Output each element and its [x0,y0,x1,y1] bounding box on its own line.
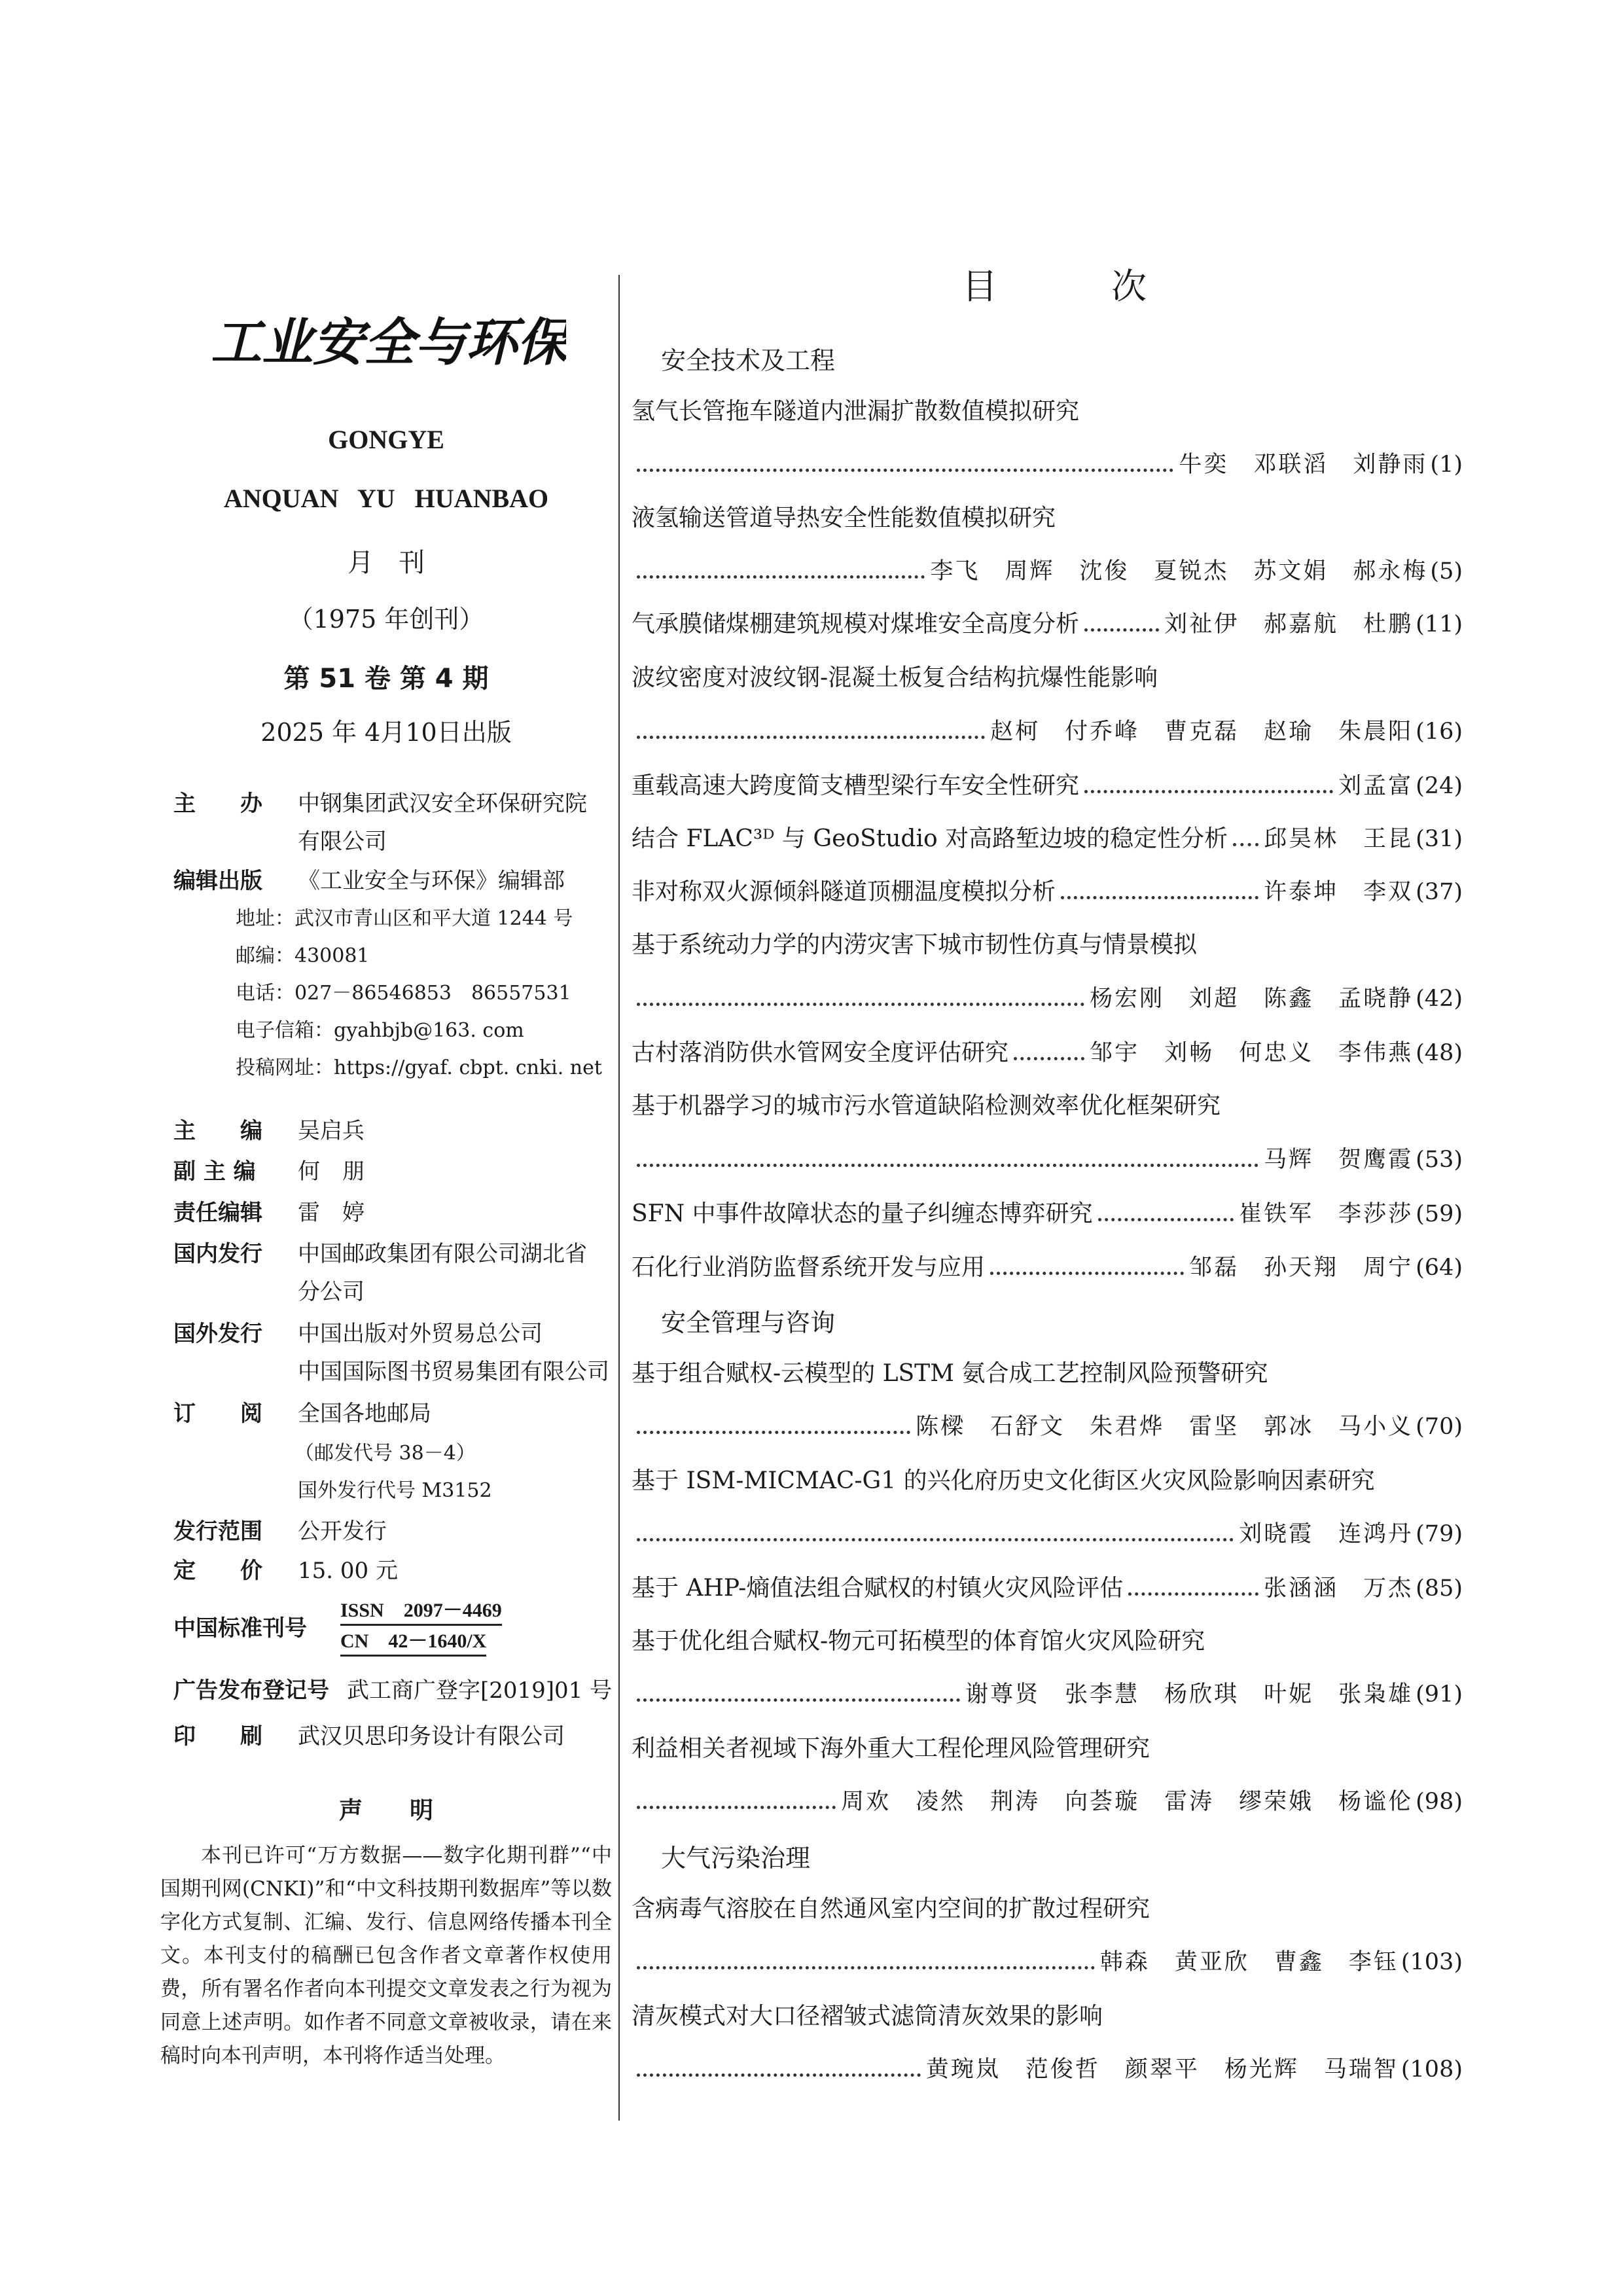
article-authors: 黄琬岚 范俊哲 颜翠平 杨光辉 马瑞智 [925,2056,1399,2083]
print-row [173,1718,565,1750]
leader-dots [637,2073,921,2077]
article-page: (24) [1416,773,1463,799]
price-row [173,1552,398,1585]
article-row[interactable] [632,605,1463,639]
article-byline [632,446,1463,479]
deputy-editor-label: 副 主 编 [173,1158,256,1185]
article-byline [632,1516,1463,1549]
scope-row [173,1513,387,1545]
leader-dots [1061,896,1258,899]
article-authors: 邹磊 孙天翔 周宁 [1189,1255,1414,1281]
subscribe-row [173,1395,431,1427]
article-title[interactable]: 气承膜储煤棚建筑规模对煤堆安全高度分析 [632,611,1080,637]
leader-dots [637,1806,836,1809]
volume-issue: 第 51 卷 第 4 期 [283,664,489,694]
statement-body: 本刊已许可“万方数据——数字化期刊群”“中国期刊网(CNKI)”和“中文科技期刊数据库”等以数字化方式复制、汇编、发行、信息网络传播本刊全文。本刊支付的稿酬已包含作者文章著作权使用费，所有署名作者向本刊提交文章发表之行为视为同意上述声明。如作者不同意文章被收录，请在来稿时向本刊声明，本刊将作适当处理。 [160,1844,612,2068]
sponsor-label: 主 办 [173,791,262,817]
article-authors: 邱昊林 王昆 [1264,826,1414,852]
editor-pub-row [173,863,565,895]
article-row[interactable] [632,820,1463,853]
article-title[interactable]: 利益相关者视域下海外重大工程伦理风险管理研究 [632,1735,1150,1762]
ad-value: 武工商广登字[2019]01 号 [347,1677,613,1704]
article-page: (16) [1416,719,1463,745]
article-title[interactable]: 清灰模式对大口径褶皱式滤筒清灰效果的影响 [632,2003,1103,2030]
domestic-label: 国内发行 [173,1241,262,1267]
article-title[interactable]: 古村落消防供水管网安全度评估研究 [632,1039,1009,1066]
article-authors: 陈樑 石舒文 朱君烨 雷坚 郭冰 马小义 [916,1414,1414,1440]
svg-text:工业安全与环保: 工业安全与环保 [213,313,566,372]
article-byline [632,980,1463,1013]
foreign-value-2: 中国国际图书贸易集团有限公司 [298,1359,609,1385]
section-heading: 安全管理与咨询 [661,1308,836,1337]
print-label: 印 刷 [173,1723,262,1749]
article-page: (48) [1416,1040,1463,1066]
chief-editor-label: 主 编 [173,1118,262,1144]
issn: ISSN 2097－4469 [340,1594,502,1626]
article-page: (98) [1416,1789,1463,1815]
article-byline [632,1784,1463,1816]
article-page: (85) [1416,1575,1463,1602]
subscribe-value: 全国各地邮局 [298,1401,431,1427]
article-row[interactable] [632,767,1463,800]
article-title[interactable]: 结合 FLAC³ᴰ 与 GeoStudio 对高路堑边坡的稳定性分析 [632,825,1228,852]
article-row[interactable] [632,1195,1463,1229]
leader-dots [637,1431,910,1434]
journal-logo [213,308,566,380]
address: 地址：武汉市青山区和平大道 1244 号 [236,907,573,930]
resp-editor-value: 雷 婷 [298,1200,365,1226]
article-title[interactable]: 重载高速大跨度简支槽型梁行车安全性研究 [632,772,1080,799]
leader-dots [637,1698,960,1702]
article-authors: 刘晓霞 连鸿丹 [1239,1521,1414,1547]
article-authors: 张涵涵 万杰 [1264,1575,1414,1602]
domestic-value: 中国邮政集团有限公司湖北省 [298,1241,587,1267]
article-byline [632,1141,1463,1174]
frequency: 月 刊 [347,548,425,578]
article-title[interactable]: 波纹密度对波纹钢-混凝土板复合结构抗爆性能影响 [632,664,1158,691]
article-authors: 杨宏刚 刘超 陈鑫 孟晓静 [1090,986,1414,1012]
print-value: 武汉贝思印务设计有限公司 [298,1723,565,1749]
article-page: (42) [1416,986,1463,1012]
editor-pub-value: 《工业安全与环保》编辑部 [298,868,565,894]
article-title[interactable]: 基于 ISM-MICMAC-G1 的兴化府历史文化街区火灾风险影响因素研究 [632,1467,1375,1494]
domestic-row [173,1236,587,1268]
article-title[interactable]: 基于优化组合赋权-物元可拓模型的体育馆火灾风险研究 [632,1628,1205,1655]
article-byline [632,1944,1463,1977]
article-page: (53) [1416,1147,1463,1173]
article-page: (108) [1400,2056,1463,2083]
foreign-code: 国外发行代号 M3152 [298,1479,492,1502]
article-title[interactable]: 氢气长管拖车隧道内泄漏扩散数值模拟研究 [632,398,1080,425]
postal-code: （邮发代号 38－4） [294,1442,476,1465]
website: 投稿网址：https://gyaf. cbpt. cnki. net [236,1056,602,1079]
article-page: (5) [1430,558,1463,584]
deputy-editor-value: 何 朋 [298,1158,365,1185]
std-label-text: 中国标准刊号 [173,1615,307,1641]
article-authors: 周欢 凌然 荆涛 向荟璇 雷涛 缪荣娥 杨谧伦 [841,1789,1414,1815]
article-page: (91) [1416,1681,1463,1708]
foreign-label: 国外发行 [173,1321,262,1347]
sponsor-value-2: 有限公司 [298,829,387,855]
sponsor-value: 中钢集团武汉安全环保研究院 [298,791,587,817]
article-title[interactable]: 石化行业消防监督系统开发与应用 [632,1254,986,1281]
resp-editor-row [173,1194,365,1227]
leader-dots [1084,790,1333,793]
leader-dots [1098,1218,1234,1221]
article-authors: 韩森 黄亚欣 曹鑫 李钰 [1099,1949,1399,1975]
article-page: (31) [1416,826,1463,852]
article-authors: 刘祉伊 郝嘉航 杜鹏 [1164,611,1414,637]
article-page: (1) [1430,452,1463,478]
phone: 电话：027－86546853 86557531 [236,982,571,1005]
article-authors: 刘孟富 [1338,773,1414,799]
article-page: (64) [1416,1255,1463,1281]
email: 电子信箱：gyahbjb@163. com [236,1019,524,1042]
postcode: 邮编：430081 [236,944,370,967]
article-title[interactable]: 基于组合赋权-云模型的 LSTM 氨合成工艺控制风险预警研究 [632,1360,1268,1387]
article-row[interactable] [632,873,1463,906]
article-title[interactable]: 含病毒气溶胶在自然通风室内空间的扩散过程研究 [632,1895,1150,1922]
article-row[interactable] [632,1570,1463,1603]
section-heading: 大气污染治理 [661,1844,811,1873]
article-row[interactable] [632,1034,1463,1067]
leader-dots [637,1003,1084,1006]
foreign-row [173,1316,543,1348]
ad-row [173,1672,612,1704]
leader-dots [637,1164,1258,1167]
leader-dots [990,1272,1184,1275]
article-byline [632,1408,1463,1441]
ad-label: 广告发布登记号 [173,1677,329,1704]
article-authors: 马辉 贺鹰霞 [1264,1147,1414,1173]
column-divider [618,275,620,2121]
article-page: (70) [1416,1414,1463,1440]
article-byline [632,713,1463,746]
article-page: (11) [1416,611,1463,637]
pinyin-line-1: GONGYE [328,425,444,454]
section-heading: 安全技术及工程 [661,346,836,375]
article-page: (37) [1416,879,1463,905]
leader-dots [637,1538,1234,1541]
subscribe-label: 订 阅 [173,1401,262,1427]
pinyin-line-2: ANQUAN YU HUANBAO [223,484,549,513]
article-title[interactable]: 液氢输送管道导热安全性能数值模拟研究 [632,505,1056,531]
editor-pub-label: 编辑出版 [173,868,262,894]
resp-editor-label: 责任编辑 [173,1200,262,1226]
leader-dots [637,575,925,579]
price-value: 15. 00 元 [298,1558,398,1584]
article-authors: 李飞 周辉 沈俊 夏锐杰 苏文娟 郝永梅 [930,558,1428,584]
scope-label: 发行范围 [173,1518,262,1545]
article-title[interactable]: SFN 中事件故障状态的量子纠缠态博弈研究 [632,1200,1093,1227]
statement-heading: 声 明 [338,1797,433,1824]
article-authors: 许泰坤 李双 [1264,879,1414,905]
article-authors: 邹宇 刘畅 何忠义 李伟燕 [1090,1040,1414,1066]
toc-title: 目 次 [962,266,1186,307]
leader-dots [637,1966,1095,1969]
price-label: 定 价 [173,1558,262,1584]
scope-value: 公开发行 [298,1518,387,1545]
article-authors: 赵柯 付乔峰 曹克磊 赵瑜 朱晨阳 [990,719,1414,745]
article-title[interactable]: 非对称双火源倾斜隧道顶棚温度模拟分析 [632,878,1056,905]
publication-date: 2025 年 4月10日出版 [260,718,512,747]
article-page: (79) [1416,1521,1463,1547]
article-byline [632,553,1463,586]
founded: （1975 年创刊） [288,605,484,634]
article-page: (103) [1400,1949,1463,1975]
article-title[interactable]: 基于 AHP-熵值法组合赋权的村镇火灾风险评估 [632,1575,1124,1602]
deputy-editor-row [173,1153,365,1185]
article-title[interactable]: 基于机器学习的城市污水管道缺陷检测效率优化框架研究 [632,1092,1221,1119]
article-authors: 牛奕 邓联滔 刘静雨 [1179,452,1428,478]
article-byline [632,2051,1463,2084]
chief-editor-value: 吴启兵 [298,1118,365,1144]
article-row[interactable] [632,1249,1463,1282]
leader-dots [637,736,985,739]
sponsor-row [173,785,587,817]
article-authors: 谢尊贤 张李慧 杨欣琪 叶妮 张枭雄 [965,1681,1414,1708]
std-label [173,1610,307,1642]
leader-dots [1233,843,1258,846]
article-byline [632,1676,1463,1709]
foreign-value: 中国出版对外贸易总公司 [298,1321,543,1347]
leader-dots [637,469,1173,472]
leader-dots [1084,628,1159,632]
article-page: (59) [1416,1201,1463,1227]
article-title[interactable]: 基于系统动力学的内涝灾害下城市韧性仿真与情景模拟 [632,931,1198,958]
leader-dots [1128,1592,1258,1596]
journal-logo-calligraphy [213,308,566,380]
domestic-value-2: 分公司 [298,1279,365,1305]
cn-number: CN 42－1640/X [340,1624,486,1657]
article-authors: 崔铁军 李莎莎 [1239,1201,1414,1227]
leader-dots [1014,1057,1084,1060]
chief-editor-row [173,1113,365,1145]
